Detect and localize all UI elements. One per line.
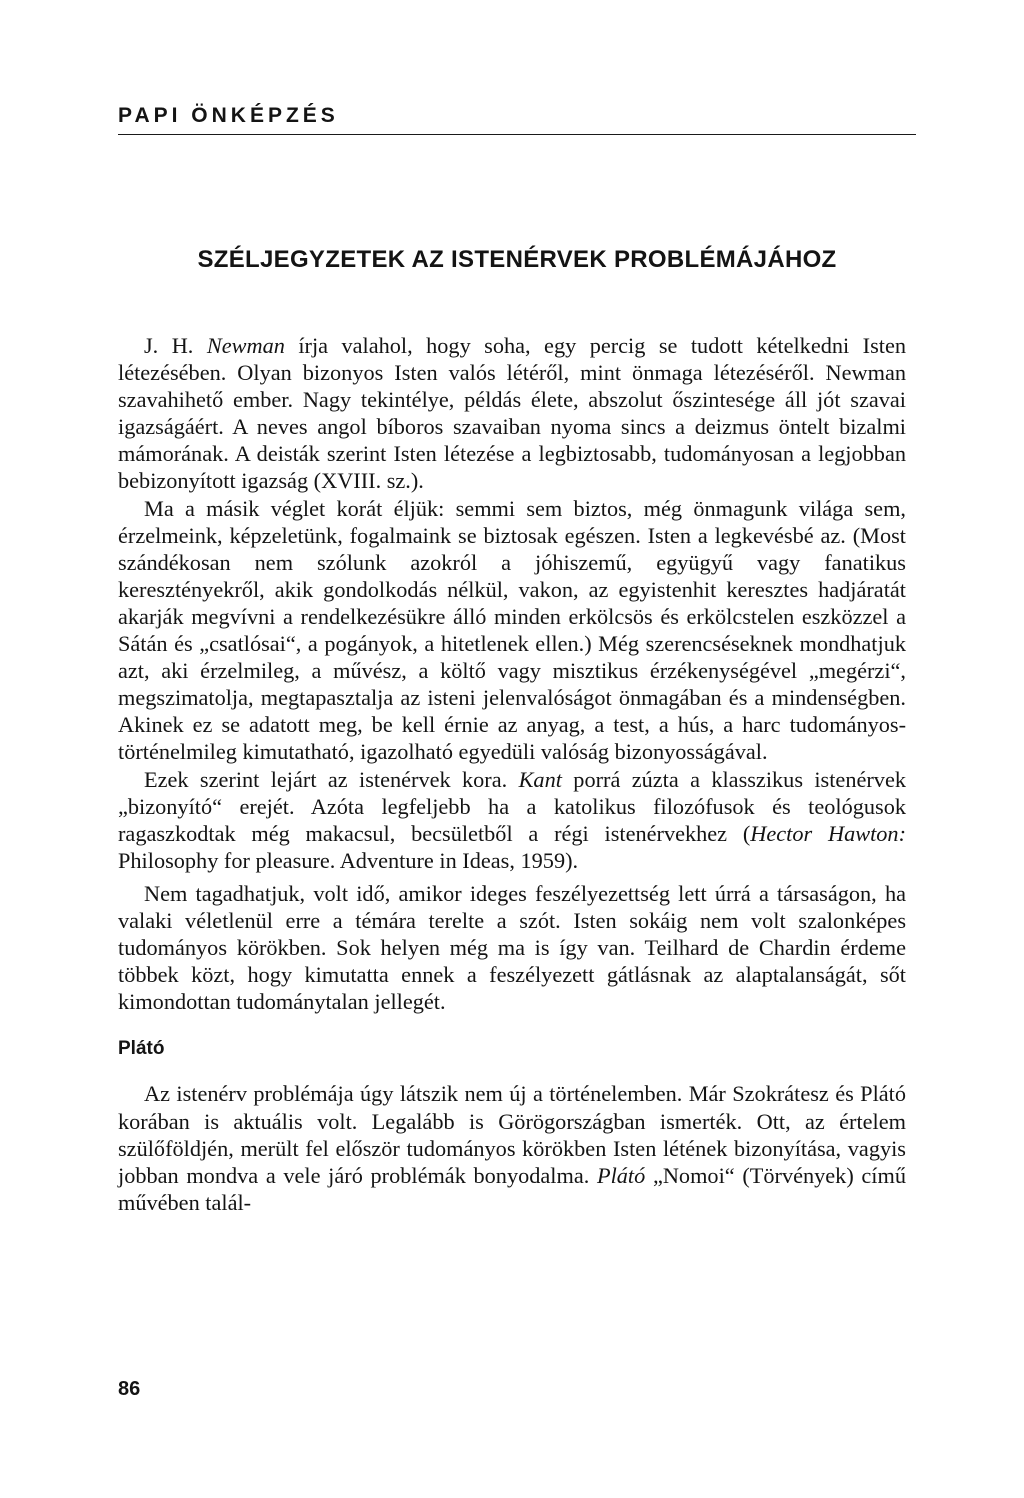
paragraph-text: Ezek szerint lejárt az istenérvek kora.	[144, 766, 519, 792]
paragraph-text: írja valahol, hogy soha, egy percig se tudott kételkedni Isten létezésében. Olyan bizonyos Isten valós létéről, mint önmaga létezéséről. Newman szavahihető ember. Nagy tekintélye, példás élete, abszolut őszintesége áll jót szavai igazságáért. A neves angol bíboros szavaiban nyoma sincs a deizmus öntelt bizalmi mámorának. A deisták szerint Isten létezése a legbiztosabb, tudományosan a legjobban bebizonyított igazság (XVIII. sz.).	[118, 333, 906, 494]
italic-name: Kant	[518, 766, 562, 792]
running-head	[118, 104, 916, 135]
paragraph	[118, 1080, 906, 1215]
italic-name: Plátó	[596, 1162, 646, 1188]
section-heading: Plátó	[118, 1038, 165, 1060]
paragraph-text: Az istenérv problémája úgy látszik nem új a történelemben. Már Szokrátesz és Plátó korában is aktuális volt. Legalább is Görögországban ismerték. Ott, az értelem szülőföldjén, merült fel először tudományos körökben Isten létének bizonyítása, vagyis jobban mondva a vele járó problémák bonyodalma.	[118, 1081, 906, 1188]
paragraph-text: porrá zúzta a klasszikus istenérvek „bizonyító“ erejét. Azóta legfeljebb ha a katolikus filozófusok és teológusok ragaszkodtak még makacsul, becsületből a régi istenérvekhez (	[118, 766, 906, 846]
article-title: SZÉLJEGYZETEK AZ ISTENÉRVEK PROBLÉMÁJÁHOZ	[197, 246, 837, 273]
paragraph: Nem tagadhatjuk, volt idő, amikor ideges feszélyezettség lett úrrá a társaságon, ha valaki véletlenül erre a témára terelte a szót. Isten sokáig nem volt szalonképes tudományos körökben. Sok helyen még ma is így van. Teilhard de Chardin érdeme többek közt, hogy kimutatta ennek a feszélyezett gátlásnak az alaptalanságát, sőt kimondottan tudománytalan jellegét.	[118, 880, 906, 1015]
paragraph-text: Philosophy for pleasure. Adventure in Ideas, 1959).	[118, 847, 579, 873]
paragraph	[118, 332, 906, 495]
running-head-text: PAPI ÖNKÉPZÉS	[118, 104, 339, 127]
paragraph: Ma a másik véglet korát éljük: semmi sem biztos, még önmagunk világa sem, érzelmeink, képzeletünk, fogalmaink se biztosak egészen. Isten a legkevésbé az. (Most szándékosan nem szólunk azokról a jóhiszemű, együgyű vagy fanatikus keresztényekről, akik gondolkodás nélkül, vakon, az egyistenhit keresztes hadjáratát akarják megvívni a rendelkezésükre álló minden erkölcsös és erkölcstelen eszközzel a Sátán és „csatlósai“, a pogányok, a hitetlenek ellen.) Még szerencséseknek mondhatjuk azt, aki érzelmileg, a művész, a költő vagy misztikus érzékenységével „megérzi“, megszimatolja, megtapasztalja az isteni jelenvalóságot önmagában és a mindenségben. Akinek ez se adatott meg, be kell érnie az anyag, a test, a hús, a harc tudományos-történelmileg kimutatható, igazolható egyedüli valóság bizonyosságával.	[118, 495, 906, 765]
italic-name: Hector Hawton:	[750, 820, 907, 846]
paragraph-text: J. H.	[144, 333, 207, 358]
italic-name: Newman	[206, 333, 285, 358]
paragraph	[118, 766, 906, 874]
page-number: 86	[118, 1378, 141, 1400]
article-body	[118, 332, 906, 1216]
paragraph-text: „Nomoi“ (Törvények) című művében talál-	[118, 1162, 906, 1215]
